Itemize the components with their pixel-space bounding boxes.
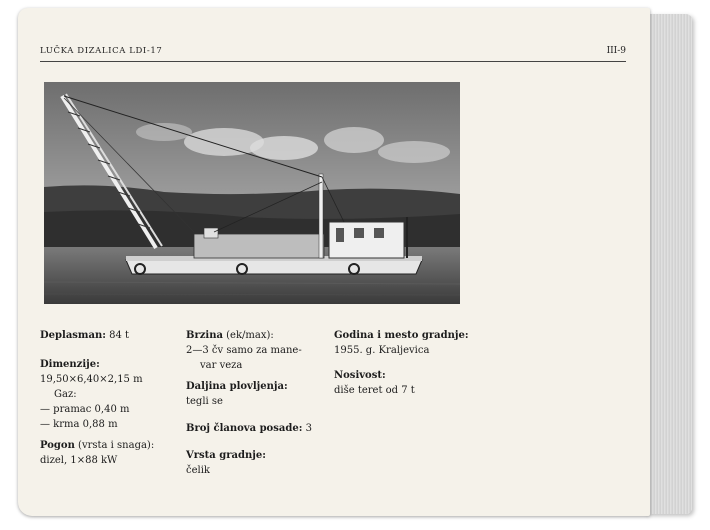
spec-deplasman-value: 84 t bbox=[109, 330, 130, 341]
spec-brzina-label-rest: (ek/max): bbox=[222, 330, 274, 341]
spec-posada-label: Broj članova posade: bbox=[186, 423, 303, 434]
spec-daljina bbox=[186, 379, 326, 409]
spec-vrsta-gradnje bbox=[186, 448, 326, 478]
spec-pogon bbox=[40, 438, 180, 468]
spec-posada bbox=[186, 421, 326, 436]
spec-gaz-pramac: — pramac 0,40 m bbox=[40, 404, 130, 415]
ship-crane-photo-icon bbox=[44, 82, 460, 304]
ship-crane-photo bbox=[44, 82, 460, 304]
spec-vrsta-gradnje-value: čelik bbox=[186, 465, 210, 476]
spec-gaz-krma: — krma 0,88 m bbox=[40, 419, 118, 430]
spec-posada-value: 3 bbox=[305, 423, 312, 434]
spec-daljina-label: Daljina plovljenja: bbox=[186, 381, 288, 392]
header-rule bbox=[40, 61, 626, 62]
spec-godina-label: Godina i mesto gradnje: bbox=[334, 330, 469, 341]
spec-pogon-value: dizel, 1×88 kW bbox=[40, 455, 118, 466]
spec-godina bbox=[334, 328, 504, 358]
spec-brzina bbox=[186, 328, 326, 373]
book bbox=[18, 8, 683, 520]
spec-deplasman bbox=[40, 328, 180, 343]
spec-pogon-label: Pogon bbox=[40, 440, 75, 451]
spec-brzina-value-line2: var veza bbox=[200, 360, 243, 371]
spec-nosivost-label: Nosivost: bbox=[334, 370, 386, 381]
page bbox=[18, 8, 650, 516]
spec-brzina-value-line1: 2—3 čv samo za mane- bbox=[186, 345, 302, 356]
spec-dimenzije-label: Dimenzije: bbox=[40, 359, 100, 370]
spec-brzina-label: Brzina bbox=[186, 330, 223, 341]
spec-vrsta-gradnje-label: Vrsta gradnje: bbox=[186, 450, 266, 461]
spec-dimenzije-value: 19,50×6,40×2,15 m bbox=[40, 374, 143, 385]
spec-nosivost bbox=[334, 368, 504, 398]
specs-column-2 bbox=[186, 328, 326, 484]
spec-daljina-value: tegli se bbox=[186, 396, 223, 407]
spec-gaz-label: Gaz: bbox=[54, 389, 77, 400]
spec-dimenzije bbox=[40, 357, 180, 432]
page-edges bbox=[646, 14, 692, 514]
page-header-title: LUČKA DIZALICA LDI-17 bbox=[40, 46, 163, 56]
specs-column-3 bbox=[334, 328, 504, 404]
spec-pogon-label-rest: (vrsta i snaga): bbox=[74, 440, 155, 451]
spec-godina-value: 1955. g. Kraljevica bbox=[334, 345, 430, 356]
page-number: III-9 bbox=[606, 46, 626, 56]
spec-deplasman-label: Deplasman: bbox=[40, 330, 106, 341]
spec-nosivost-value: diše teret od 7 t bbox=[334, 385, 415, 396]
specs-column-1 bbox=[40, 328, 180, 474]
